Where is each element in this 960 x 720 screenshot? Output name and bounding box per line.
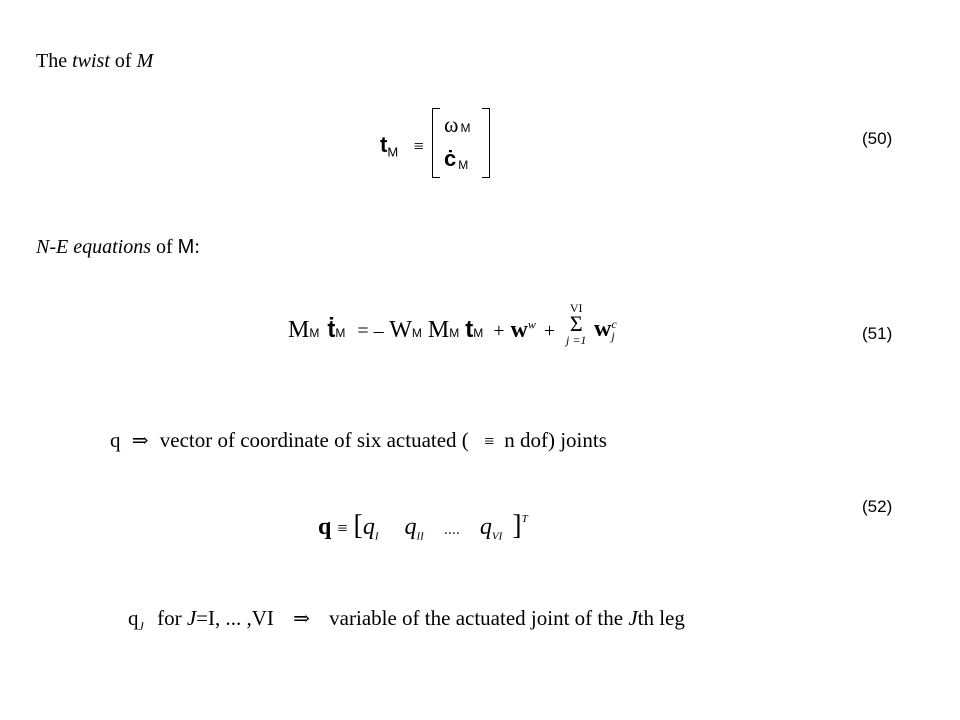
wrench-j-superscript: c bbox=[611, 317, 617, 332]
eq52-body bbox=[318, 510, 528, 543]
mass-matrix-subscript: M bbox=[449, 326, 460, 340]
q-component-subscript: II bbox=[416, 530, 424, 543]
omega-symbol: ω bbox=[444, 112, 459, 137]
ellipsis: .... bbox=[443, 521, 460, 538]
twist-subscript: M bbox=[473, 326, 484, 340]
q-component-subscript: I bbox=[374, 530, 379, 543]
q-component: q bbox=[479, 514, 492, 540]
q-definition-line bbox=[110, 428, 607, 453]
eq50-lhs bbox=[380, 132, 424, 160]
w-matrix-subscript: M bbox=[411, 326, 422, 340]
heading-italic-text: twist bbox=[72, 50, 110, 72]
heading-colon: : bbox=[194, 236, 200, 258]
left-bracket bbox=[432, 108, 440, 178]
twist-symbol: t bbox=[465, 316, 474, 343]
sum-upper-limit: VI bbox=[569, 301, 583, 315]
eq50-t-subscript: M bbox=[387, 144, 399, 160]
equation-number-52: (52) bbox=[862, 497, 893, 516]
twist-dot-subscript: M bbox=[335, 326, 346, 340]
heading-symbol: M bbox=[136, 50, 154, 72]
j-symbol: J bbox=[628, 606, 638, 630]
q-component: q bbox=[362, 514, 375, 540]
q-symbol: q bbox=[110, 428, 121, 452]
w-matrix-symbol: W bbox=[389, 317, 412, 343]
plus-sign: + bbox=[493, 320, 505, 342]
mass-matrix-symbol: M bbox=[427, 317, 450, 343]
equation-50 bbox=[380, 108, 490, 180]
wrench-j-symbol: w bbox=[594, 316, 612, 342]
eq50-t-symbol: t bbox=[380, 132, 388, 157]
heading-italic-text: N-E equations bbox=[36, 236, 151, 258]
q-symbol: q bbox=[128, 606, 139, 630]
equiv-symbol: ≡ bbox=[337, 518, 348, 538]
q-subscript: J bbox=[138, 618, 144, 633]
ne-heading bbox=[36, 236, 200, 259]
open-bracket: [ bbox=[353, 510, 363, 541]
eq50-matrix bbox=[432, 108, 490, 178]
equation-52 bbox=[318, 504, 558, 554]
eq50-equiv: ≡ bbox=[413, 136, 424, 156]
right-bracket bbox=[482, 108, 490, 178]
j-symbol: J bbox=[186, 606, 197, 630]
heading-text: of bbox=[151, 236, 178, 258]
wrench-j-scripts bbox=[611, 318, 616, 342]
qj-definition-line bbox=[128, 606, 685, 634]
plus-sign: + bbox=[543, 320, 556, 342]
equation-51 bbox=[288, 300, 628, 370]
close-bracket: ] bbox=[512, 510, 522, 541]
wrench-superscript: w bbox=[527, 317, 536, 332]
implies-arrow-icon: ⇒ bbox=[293, 608, 310, 630]
equation-number-51: (51) bbox=[862, 324, 893, 343]
heading-text: The bbox=[36, 50, 73, 72]
heading-symbol: M bbox=[177, 236, 195, 258]
eq51-wj bbox=[594, 316, 617, 343]
transpose-superscript: T bbox=[521, 512, 528, 525]
mass-matrix-subscript: M bbox=[309, 326, 320, 340]
qj-text: variable of the actuated joint of the bbox=[329, 606, 629, 630]
sum-lower-limit: j =1 bbox=[566, 332, 587, 347]
sigma-symbol: Σ bbox=[569, 311, 583, 336]
omega-subscript: M bbox=[460, 121, 471, 135]
equiv-symbol: ≡ bbox=[484, 431, 495, 451]
eq50-row2 bbox=[444, 146, 468, 172]
qj-text: th leg bbox=[637, 606, 685, 630]
summation bbox=[566, 302, 586, 346]
equals-minus: = – bbox=[357, 320, 384, 342]
equation-number-50: (50) bbox=[862, 129, 893, 148]
eq51-body bbox=[288, 316, 555, 344]
q-component: q bbox=[404, 514, 417, 540]
wrench-symbol: w bbox=[510, 317, 528, 343]
twist-dot-symbol: ṫ bbox=[327, 316, 336, 343]
twist-heading bbox=[36, 50, 153, 73]
heading-text: of bbox=[109, 50, 137, 72]
qj-text: for bbox=[157, 606, 182, 630]
mass-matrix-symbol: M bbox=[288, 317, 310, 343]
q-definition-text: vector of coordinate of six actuated ( bbox=[159, 428, 469, 452]
q-definition-text: n dof) joints bbox=[504, 428, 607, 452]
q-component-subscript: VI bbox=[491, 530, 503, 543]
wrench-j-subscript: j bbox=[611, 329, 615, 344]
c-dot-subscript: M bbox=[458, 158, 469, 172]
qj-range: =I, ... ,VI bbox=[196, 606, 274, 630]
eq50-row1 bbox=[444, 112, 470, 138]
c-dot-symbol: ċ bbox=[444, 146, 457, 171]
q-vector-symbol: q bbox=[318, 514, 332, 540]
implies-arrow-icon: ⇒ bbox=[131, 430, 149, 452]
